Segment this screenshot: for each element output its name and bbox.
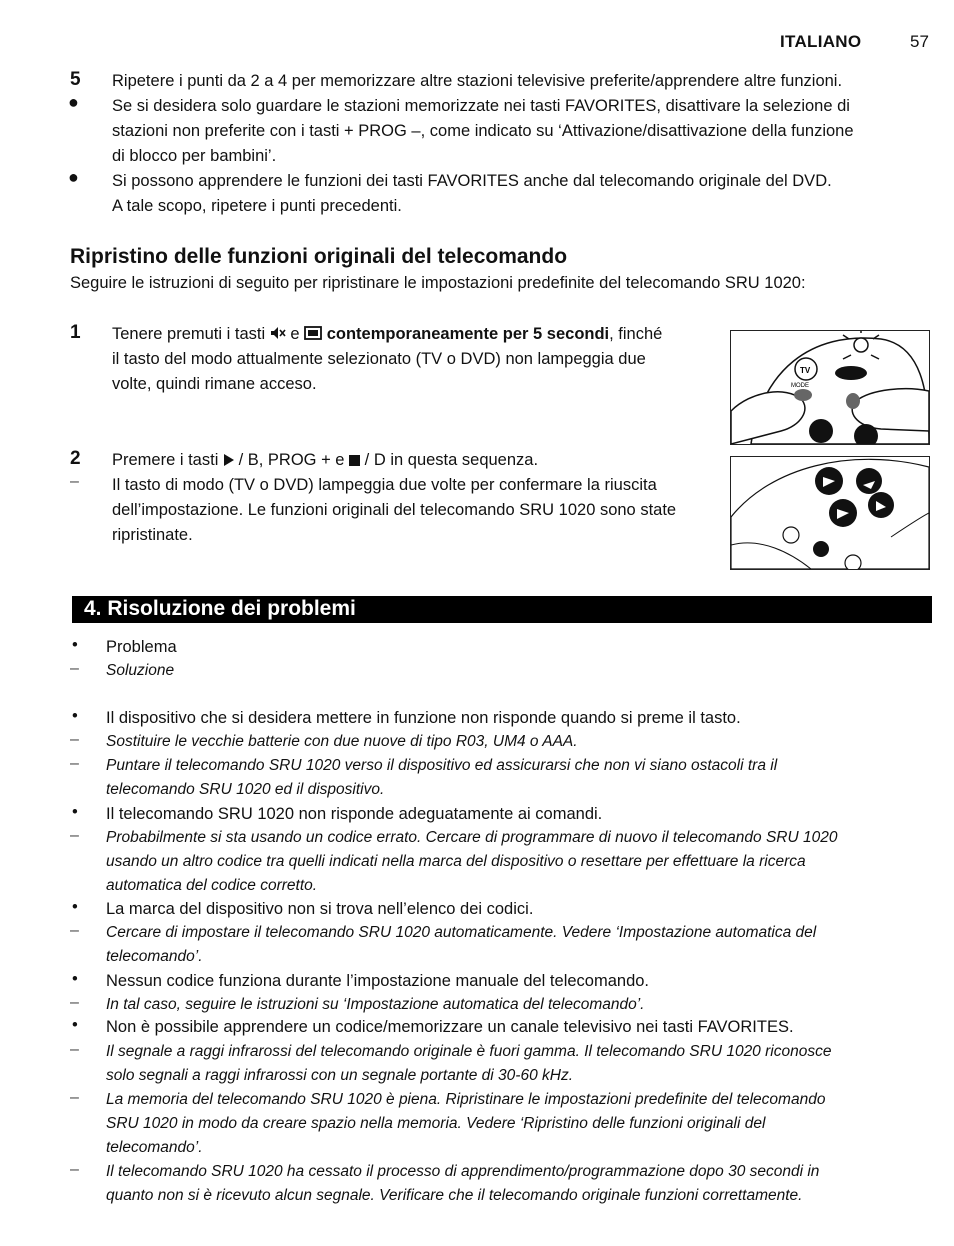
step-1-text-b: , finché (609, 325, 663, 343)
step-5-text: Ripetere i punti da 2 a 4 per memorizzare altre stazioni televisive preferite/apprendere altre funzioni. (112, 72, 843, 90)
problem-4: Nessun codice funziona durante l’impostazione manuale del telecomando. (106, 972, 650, 990)
bullet: • (72, 707, 78, 725)
solution-2-line-1: Probabilmente si sta usando un codice errato. Cercare di programmare di nuovo il telecomando SRU 1020 (106, 829, 838, 846)
step-2-text-a: Premere i tasti (112, 451, 219, 469)
screen-icon (304, 325, 322, 343)
step-2-result-line-3: ripristinate. (112, 526, 193, 544)
solution-4: In tal caso, seguire le istruzioni su ‘Impostazione automatica del telecomando’. (106, 996, 645, 1013)
solution-1b-line-1: Puntare il telecomando SRU 1020 verso il dispositivo ed assicurarsi che non vi siano ostacoli tra il (106, 757, 778, 774)
remote-illustration-step-1 (730, 330, 930, 445)
step-1-text-a: Tenere premuti i tasti (112, 325, 266, 343)
solution-5a-line-1: Il segnale a raggi infrarossi del telecomando originale è fuori gamma. Il telecomando SRU 1020 riconosce (106, 1043, 832, 1060)
solution-5c-line-1: Il telecomando SRU 1020 ha cessato il processo di apprendimento/programmazione dopo 30 secondi in (106, 1163, 820, 1180)
dash: – (70, 660, 79, 677)
step-2-result-line-1: Il tasto di modo (TV o DVD) lampeggia due volte per confermare la riuscita (112, 476, 657, 494)
page-number: 57 (910, 32, 929, 51)
step-1-line-3: volte, quindi rimane acceso. (112, 375, 317, 393)
step-number-2: 2 (70, 448, 81, 469)
bullet-1-line-2: stazioni non preferite con i tasti + PROG –, come indicato su ‘Attivazione/disattivazione della funzione (112, 122, 854, 140)
problem-1: Il dispositivo che si desidera mettere in funzione non risponde quando si preme il tasto. (106, 709, 741, 727)
stop-icon (349, 451, 360, 469)
step-1-line-1 (112, 322, 662, 347)
legend-problem: Problema (106, 638, 177, 656)
restore-intro: Seguire le istruzioni di seguito per ripristinare le impostazioni predefinite del telecomando SRU 1020: (70, 274, 806, 292)
bullet-dot: ● (68, 167, 79, 187)
step-1-and: e (290, 325, 300, 343)
problem-5: Non è possibile apprendere un codice/memorizzare un canale televisivo nei tasti FAVORITES. (106, 1018, 794, 1036)
bullet-1-line-1: Se si desidera solo guardare le stazioni memorizzate nei tasti FAVORITES, disattivare la selezione di (112, 97, 850, 115)
dash: – (70, 1089, 79, 1106)
bullet-2-line-2: A tale scopo, ripetere i punti precedenti. (112, 197, 402, 215)
dash: – (70, 755, 79, 772)
dash: – (70, 922, 79, 939)
dash: – (70, 994, 79, 1011)
solution-5b-line-3: telecomando’. (106, 1139, 203, 1156)
dash: – (70, 827, 79, 844)
step-2-text-b: / B, PROG + e (238, 451, 345, 469)
language-label: ITALIANO (780, 32, 862, 51)
dash: – (70, 473, 79, 490)
mode-label: MODE (791, 383, 809, 389)
section-heading: 4. Risoluzione dei problemi (84, 597, 356, 620)
dash: – (70, 1041, 79, 1058)
solution-3-line-2: telecomando’. (106, 948, 203, 965)
bullet: • (72, 898, 78, 916)
bullet: • (72, 803, 78, 821)
step-2-text-c: / D in questa sequenza. (364, 451, 539, 469)
section-heading-bar (72, 596, 932, 623)
bullet-1-line-3: di blocco per bambini’. (112, 147, 277, 165)
solution-5c-line-2: quanto non si è ricevuto alcun segnale. Verificare che il telecomando originale funzioni correttamente. (106, 1187, 803, 1204)
bullet: • (72, 636, 78, 654)
dash: – (70, 1161, 79, 1178)
solution-5b-line-2: SRU 1020 in modo da creare spazio nella memoria. Vedere ‘Ripristino delle funzioni originali del (106, 1115, 766, 1132)
remote-illustration-step-2 (730, 456, 930, 570)
restore-heading: Ripristino delle funzioni originali del telecomando (70, 245, 568, 268)
solution-1b-line-2: telecomando SRU 1020 ed il dispositivo. (106, 781, 385, 798)
step-2-line-1 (112, 448, 538, 473)
solution-2-line-2: usando un altro codice tra quelli indicati nella marca del dispositivo o resettare per effettuare la ricerca (106, 853, 806, 870)
dash: – (70, 731, 79, 748)
step-1-bold: contemporaneamente per 5 secondi (326, 325, 610, 343)
solution-5b-line-1: La memoria del telecomando SRU 1020 è piena. Ripristinare le impostazioni predefinite del telecomando (106, 1091, 826, 1108)
step-1-line-2: il tasto del modo attualmente selezionato (TV o DVD) non lampeggia due (112, 350, 646, 368)
mute-icon (270, 325, 286, 343)
solution-1a: Sostituire le vecchie batterie con due nuove di tipo R03, UM4 o AAA. (106, 733, 578, 750)
step-2-result-line-2: dell’impostazione. Le funzioni originali del telecomando SRU 1020 sono state (112, 501, 677, 519)
step-number-5: 5 (70, 69, 81, 90)
bullet: • (72, 1016, 78, 1034)
bullet-dot: ● (68, 92, 79, 112)
legend-solution: Soluzione (106, 662, 175, 679)
tv-key-label: TV (800, 366, 811, 375)
step-number-1: 1 (70, 322, 81, 343)
bullet: • (72, 970, 78, 988)
solution-5a-line-2: solo segnali a raggi infrarossi con un segnale portante di 30-60 kHz. (106, 1067, 573, 1084)
problem-3: La marca del dispositivo non si trova nell’elenco dei codici. (106, 900, 534, 918)
solution-2-line-3: automatica del codice corretto. (106, 877, 318, 894)
bullet-2-line-1: Si possono apprendere le funzioni dei tasti FAVORITES anche dal telecomando originale del DVD. (112, 172, 832, 190)
play-icon (223, 451, 234, 469)
solution-3-line-1: Cercare di impostare il telecomando SRU 1020 automaticamente. Vedere ‘Impostazione automatica del (106, 924, 817, 941)
problem-2: Il telecomando SRU 1020 non risponde adeguatamente ai comandi. (106, 805, 603, 823)
